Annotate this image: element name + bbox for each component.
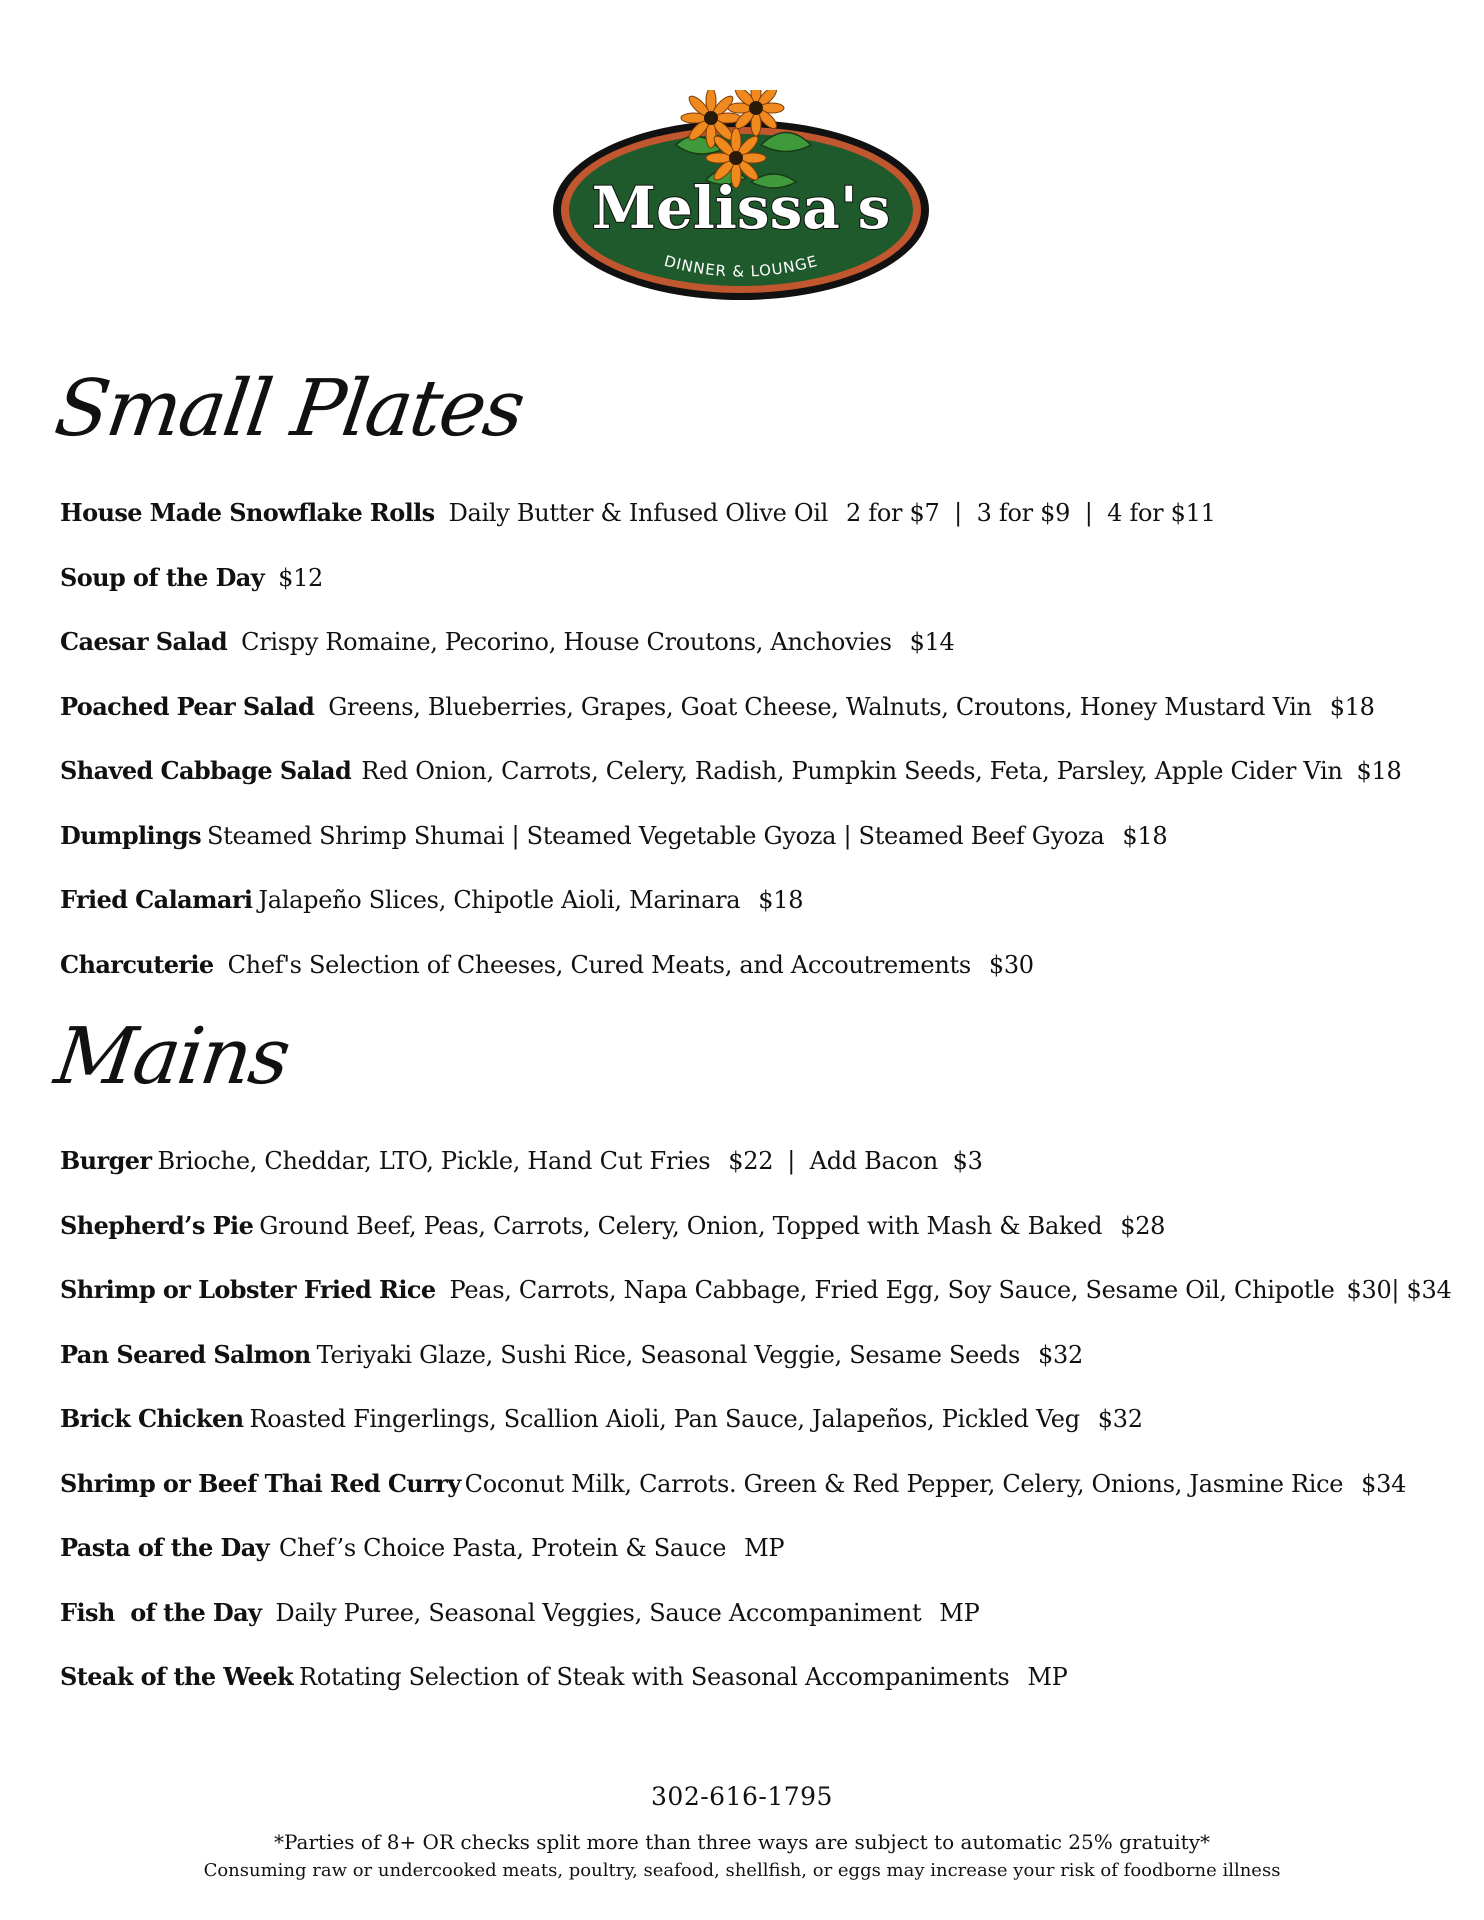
item-price: MP — [744, 1534, 785, 1562]
menu-item — [60, 1206, 1440, 1271]
item-description: Jalapeño Slices, Chipotle Aioli, Marinara — [258, 886, 741, 914]
menu-item — [60, 945, 1440, 1010]
item-description: Greens, Blueberries, Grapes, Goat Cheese, Walnuts, Croutons, Honey Mustard Vin — [328, 692, 1312, 721]
item-description: Chef’s Choice Pasta, Protein & Sauce — [279, 1534, 727, 1562]
item-name: Steak of the Week — [60, 1662, 294, 1691]
menu-item — [60, 558, 1440, 623]
gratuity-note: *Parties of 8+ OR checks split more than three ways are subject to automatic 25% gratuity* — [273, 1830, 1210, 1854]
item-description: Rotating Selection of Steak with Seasonal Accompaniments — [299, 1663, 1010, 1691]
item-description: Chef's Selection of Cheeses, Cured Meats, and Accoutrements — [227, 950, 971, 979]
item-name: Shaved Cabbage Salad — [60, 756, 352, 785]
logo-tagline: DINNER & LOUNGE — [662, 251, 820, 281]
item-description: Steamed Shrimp Shumai | Steamed Vegetable Gyoza | Steamed Beef Gyoza — [207, 821, 1105, 850]
item-description: Brioche, Cheddar, LTO, Pickle, Hand Cut Fries — [157, 1147, 711, 1175]
menu-item — [60, 493, 1440, 558]
menu-item — [60, 1528, 1440, 1593]
item-price: $18 — [758, 886, 804, 914]
item-price: $32 — [1097, 1405, 1143, 1433]
menu-item — [60, 1141, 1440, 1206]
item-description: Ground Beef, Peas, Carrots, Celery, Onion, Topped with Mash & Baked — [259, 1211, 1103, 1240]
item-addon: | Add Bacon $3 — [787, 1147, 983, 1175]
menu-item — [60, 1464, 1440, 1529]
item-price: $28 — [1120, 1211, 1166, 1240]
item-name: Charcuterie — [60, 949, 214, 979]
small-plates-list — [60, 493, 1440, 1009]
item-description: Teriyaki Glaze, Sushi Rice, Seasonal Veggie, Sesame Seeds — [316, 1340, 1020, 1369]
item-price: MP — [1027, 1663, 1068, 1691]
item-price: MP — [939, 1598, 980, 1627]
item-name: Shrimp or Beef Thai Red Curry — [60, 1468, 461, 1498]
item-name: Poached Pear Salad — [60, 691, 315, 721]
item-name: Fried Calamari — [60, 885, 253, 914]
item-price: $18 — [1122, 821, 1168, 850]
item-name: House Made Snowflake Rolls — [60, 498, 435, 527]
item-name: Fish of the Day — [60, 1597, 262, 1627]
menu-item — [60, 751, 1440, 816]
item-price: $14 — [909, 628, 955, 656]
item-description: Daily Puree, Seasonal Veggies, Sauce Accompaniment — [275, 1598, 922, 1627]
menu-item — [60, 1335, 1440, 1400]
item-description: Crispy Romaine, Pecorino, House Croutons, Anchovies — [241, 628, 892, 656]
mains-heading: Mains — [49, 1012, 294, 1102]
item-name: Pan Seared Salmon — [60, 1339, 311, 1369]
item-name: Brick Chicken — [60, 1404, 244, 1433]
phone-number: 302-616-1795 — [651, 1782, 833, 1811]
menu-item — [60, 1399, 1440, 1464]
item-price: $12 — [278, 563, 324, 592]
item-price: $32 — [1038, 1340, 1083, 1369]
menu-item — [60, 622, 1440, 687]
item-name: Shepherd’s Pie — [60, 1210, 254, 1240]
item-price: 2 for $7 | 3 for $9 | 4 for $11 — [846, 499, 1216, 527]
item-name: Pasta of the Day — [60, 1533, 270, 1562]
logo-name: Melissa's — [591, 174, 891, 242]
item-name: Caesar Salad — [60, 627, 228, 656]
menu-item — [60, 1657, 1440, 1722]
health-warning: Consuming raw or undercooked meats, poultry, seafood, shellfish, or eggs may increase your risk of foodborne illness — [203, 1860, 1281, 1881]
menu-item — [60, 880, 1440, 945]
item-price: $34 — [1361, 1469, 1407, 1498]
item-price: $30| $34 — [1346, 1276, 1452, 1304]
item-description: Daily Butter & Infused Olive Oil — [448, 499, 828, 527]
item-description: Red Onion, Carrots, Celery, Radish, Pumpkin Seeds, Feta, Parsley, Apple Cider Vin — [361, 757, 1343, 785]
menu-item — [60, 816, 1440, 881]
item-description: Roasted Fingerlings, Scallion Aioli, Pan Sauce, Jalapeños, Pickled Veg — [249, 1405, 1080, 1433]
menu-item — [60, 1270, 1452, 1335]
item-price: $18 — [1329, 692, 1375, 721]
menu-item — [60, 1593, 1440, 1658]
menu-item — [60, 687, 1440, 752]
item-name: Burger — [60, 1146, 152, 1175]
item-price: $22 — [728, 1147, 774, 1175]
item-name: Dumplings — [60, 820, 202, 850]
item-description: Coconut Milk, Carrots. Green & Red Pepper, Celery, Onions, Jasmine Rice — [464, 1469, 1344, 1498]
item-name: Soup of the Day — [60, 562, 265, 592]
mains-list — [60, 1141, 1452, 1722]
small-plates-heading: Small Plates — [49, 364, 529, 454]
item-price: $18 — [1356, 757, 1402, 785]
item-name: Shrimp or Lobster Fried Rice — [60, 1275, 436, 1304]
item-price: $30 — [988, 950, 1034, 979]
restaurant-logo — [546, 90, 936, 305]
item-description: Peas, Carrots, Napa Cabbage, Fried Egg, Soy Sauce, Sesame Oil, Chipotle — [449, 1276, 1335, 1304]
